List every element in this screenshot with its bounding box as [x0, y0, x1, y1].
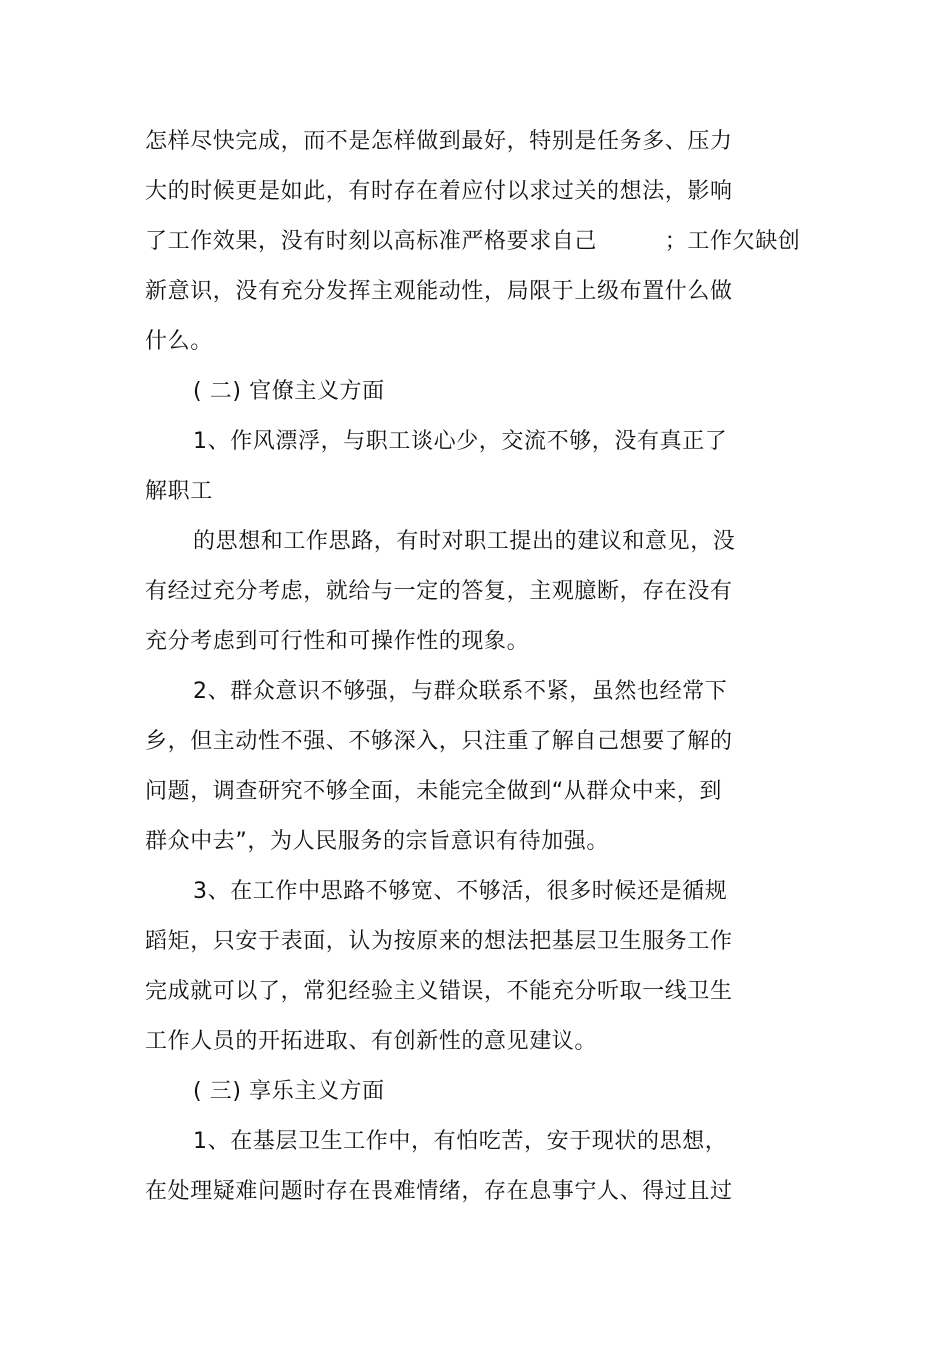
paragraph-line: 解职工 — [145, 479, 213, 504]
paragraph-line: 新意识，没有充分发挥主观能动性，局限于上级布置什么做 — [145, 279, 733, 304]
paragraph-line: 有经过充分考虑，就给与一定的答复，主观臆断，存在没有 — [145, 579, 733, 604]
paragraph-line: 在处理疑难问题时存在畏难情绪，存在息事宁人、得过且过 — [145, 1179, 733, 1204]
paragraph-line: 3、在工作中思路不够宽、不够活，很多时候还是循规 — [193, 879, 728, 904]
paragraph-line: 什么。 — [145, 329, 213, 354]
paragraph-line: 的思想和工作思路，有时对职工提出的建议和意见，没 — [193, 529, 736, 554]
paragraph-line: 蹈矩，只安于表面，认为按原来的想法把基层卫生服务工作 — [145, 929, 733, 954]
paragraph-line: 1、在基层卫生工作中，有怕吃苦，安于现状的思想， — [193, 1129, 728, 1154]
paragraph-line: 充分考虑到可行性和可操作性的现象。 — [145, 629, 530, 654]
paragraph-line: 大的时候更是如此，有时存在着应付以求过关的想法，影响 — [145, 179, 733, 204]
section-heading: ( 三) 享乐主义方面 — [193, 1079, 385, 1104]
paragraph-line: 完成就可以了，常犯经验主义错误，不能充分听取一线卫生 — [145, 979, 733, 1004]
paragraph-line: 工作人员的开拓进取、有创新性的意见建议。 — [145, 1029, 598, 1054]
paragraph-line: 了工作效果，没有时刻以高标准严格要求自己 ；工作欠缺创 — [145, 229, 801, 254]
paragraph-line: 群众中去”，为人民服务的宗旨意识有待加强。 — [145, 829, 609, 854]
paragraph-line: 2、群众意识不够强，与群众联系不紧，虽然也经常下 — [193, 679, 728, 704]
paragraph-line: 问题，调查研究不够全面，未能完全做到“从群众中来，到 — [145, 779, 722, 804]
paragraph-line: 怎样尽快完成，而不是怎样做到最好，特别是任务多、压力 — [145, 129, 733, 154]
paragraph-line: 1、作风漂浮，与职工谈心少，交流不够，没有真正了 — [193, 429, 728, 454]
paragraph-line: 乡，但主动性不强、不够深入，只注重了解自己想要了解的 — [145, 729, 733, 754]
section-heading: ( 二) 官僚主义方面 — [193, 379, 385, 404]
